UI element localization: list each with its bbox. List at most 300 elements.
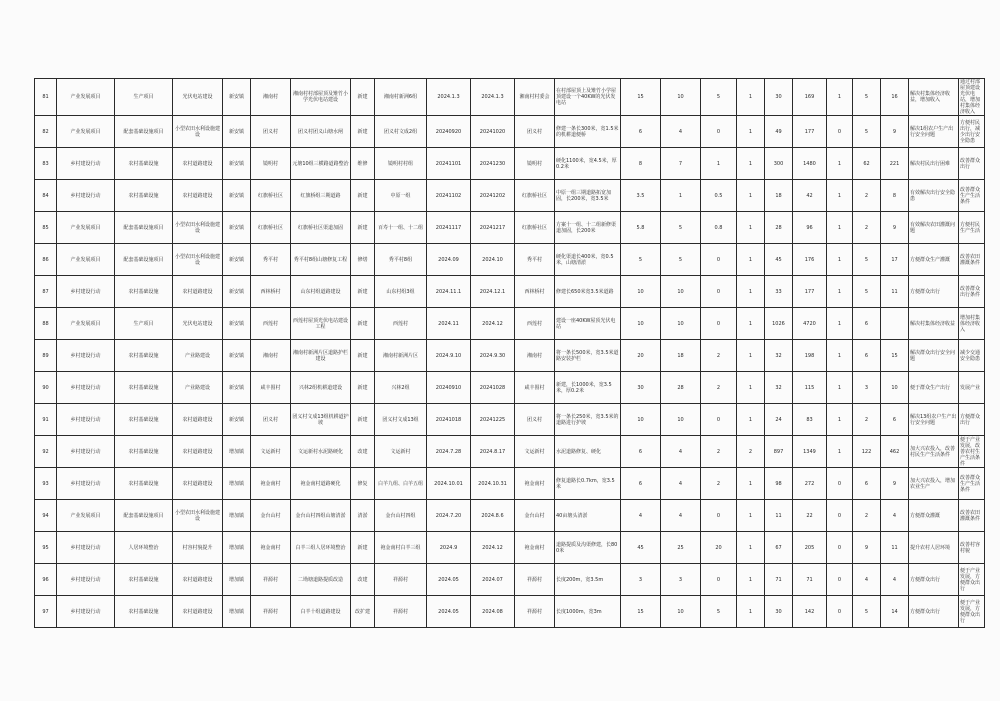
- table-cell: 0: [701, 404, 737, 436]
- table-cell: 新安镇: [223, 276, 251, 308]
- table-cell: 0: [827, 468, 853, 500]
- table-cell: 4: [881, 500, 909, 532]
- table-cell: 红旗桥社区渠道加固: [291, 212, 351, 244]
- table-cell: 金台山村四组山塘清淤: [291, 500, 351, 532]
- table-cell: 祥源村: [515, 564, 555, 596]
- table-cell: 解决13组农户生产出行安全问题: [909, 404, 959, 436]
- table-cell: 湘南村新洲片区道路护栏建设: [291, 340, 351, 372]
- table-cell: 32: [765, 340, 793, 372]
- table-cell: 10: [881, 372, 909, 404]
- table-cell: 袍金南村: [251, 532, 291, 564]
- table-cell: 增加镇: [223, 468, 251, 500]
- table-cell: 2: [853, 500, 881, 532]
- table-cell: 20241101: [427, 148, 471, 180]
- table-cell: 2024.09: [427, 244, 471, 276]
- table-cell: 10: [661, 596, 701, 628]
- table-cell: 配套基础设施项目: [115, 500, 173, 532]
- table-cell: 10: [621, 276, 661, 308]
- table-cell: 生产项目: [115, 79, 173, 116]
- table-cell: 通过村部屋顶建设光伏电站，增加村集体经济收入: [959, 79, 985, 116]
- table-cell: 1: [737, 372, 765, 404]
- table-cell: 减少交通安全隐患: [959, 340, 985, 372]
- table-cell: 20241217: [471, 212, 515, 244]
- table-cell: 2024.10: [471, 244, 515, 276]
- table-cell: 人居环境整治: [115, 532, 173, 564]
- table-cell: 5: [853, 244, 881, 276]
- table-cell: 中原一组三期道路拓宽加固，长200米，宽3.5米: [555, 180, 621, 212]
- table-cell: 8: [621, 148, 661, 180]
- table-cell: 乡村建设行动: [57, 436, 115, 468]
- table-cell: 85: [35, 212, 57, 244]
- table-cell: 3: [853, 372, 881, 404]
- table-cell: 红旗桥组三期道路: [291, 180, 351, 212]
- table-cell: 生产项目: [115, 308, 173, 340]
- table-cell: 62: [853, 148, 881, 180]
- table-cell: 小型农田水利设施建设: [173, 116, 223, 148]
- table-cell: 5: [701, 596, 737, 628]
- table-cell: 97: [35, 596, 57, 628]
- table-cell: 改建: [351, 436, 375, 468]
- table-cell: 长度1000m，宽3m: [555, 596, 621, 628]
- table-cell: 2: [853, 180, 881, 212]
- table-cell: 115: [793, 372, 827, 404]
- table-cell: 秀平村: [515, 244, 555, 276]
- table-cell: 9: [853, 532, 881, 564]
- table-cell: 15: [881, 340, 909, 372]
- table-cell: 1: [701, 148, 737, 180]
- table-cell: 10: [621, 404, 661, 436]
- table-cell: 88: [35, 308, 57, 340]
- table-cell: 4: [881, 564, 909, 596]
- table-cell: 1026: [765, 308, 793, 340]
- table-cell: 乡村建设行动: [57, 468, 115, 500]
- table-cell: 便于产业发展，方便群众出行: [959, 564, 985, 596]
- table-cell: 中原一组: [375, 180, 427, 212]
- table-cell: 农村基础设施: [115, 468, 173, 500]
- table-cell: 农村道路建设: [173, 404, 223, 436]
- table-cell: 改善群众生产生活条件: [959, 180, 985, 212]
- table-cell: 产业发展项目: [57, 500, 115, 532]
- table-cell: 新建: [351, 212, 375, 244]
- table-cell: 在村部屋顶上及雉竹小学屋顶建设一个40KW的光伏发电站: [555, 79, 621, 116]
- table-cell: 湘南村: [251, 79, 291, 116]
- table-cell: 祥源村: [515, 596, 555, 628]
- table-cell: 农村道路建设: [173, 468, 223, 500]
- table-cell: 改扩建: [351, 596, 375, 628]
- table-cell: 10: [661, 308, 701, 340]
- table-row: [35, 276, 985, 308]
- table-cell: 文运新村: [515, 436, 555, 468]
- table-cell: 86: [35, 244, 57, 276]
- table-cell: 1: [827, 404, 853, 436]
- table-cell: 20241028: [471, 372, 515, 404]
- table-cell: 新建: [351, 276, 375, 308]
- table-cell: 0.5: [701, 180, 737, 212]
- table-cell: 2: [737, 436, 765, 468]
- table-cell: 83: [35, 148, 57, 180]
- table-cell: 300: [765, 148, 793, 180]
- table-cell: 0: [701, 564, 737, 596]
- table-row: [35, 436, 985, 468]
- table-cell: 4: [661, 468, 701, 500]
- table-cell: 17: [881, 244, 909, 276]
- table-cell: 20241018: [427, 404, 471, 436]
- table-cell: 产业发展项目: [57, 244, 115, 276]
- table-cell: 产业发展项目: [57, 212, 115, 244]
- table-cell: 祥源村: [251, 596, 291, 628]
- table-cell: 兴林2组机耕道建设: [291, 372, 351, 404]
- table-cell: 1480: [793, 148, 827, 180]
- table-cell: 92: [35, 436, 57, 468]
- table-cell: 33: [765, 276, 793, 308]
- table-cell: 方便群众生产灌溉: [909, 244, 959, 276]
- table-cell: 乡村建设行动: [57, 532, 115, 564]
- table-cell: 5: [853, 596, 881, 628]
- table-cell: 42: [793, 180, 827, 212]
- table-cell: 农村道路建设: [173, 180, 223, 212]
- table-cell: 2024.10.31: [471, 468, 515, 500]
- table-cell: 1: [737, 79, 765, 116]
- table-cell: 道路提质及沟渠修建，长800米: [555, 532, 621, 564]
- table-cell: 71: [765, 564, 793, 596]
- table-cell: 修复道路长0.7km，宽3.5米: [555, 468, 621, 500]
- table-cell: 农村基础设施: [115, 180, 173, 212]
- table-cell: 发展产业: [959, 372, 985, 404]
- table-cell: 西莲村: [251, 308, 291, 340]
- table-cell: 白羊十组道路建设: [291, 596, 351, 628]
- table-cell: 1: [737, 148, 765, 180]
- table-cell: 1: [827, 372, 853, 404]
- table-cell: 81: [35, 79, 57, 116]
- table-cell: 9: [881, 468, 909, 500]
- table-cell: 32: [765, 372, 793, 404]
- table-cell: 20241102: [427, 180, 471, 212]
- table-cell: 增加镇: [223, 500, 251, 532]
- table-cell: 将一条长250米，宽3.5米的道路进行护坡: [555, 404, 621, 436]
- table-cell: [881, 308, 909, 340]
- table-cell: 西莲村: [515, 308, 555, 340]
- table-cell: 2024.12.1: [471, 276, 515, 308]
- table-cell: 30: [621, 372, 661, 404]
- table-cell: 1: [737, 308, 765, 340]
- table-cell: 改善群众出行: [959, 148, 985, 180]
- table-cell: 0: [827, 532, 853, 564]
- table-cell: 袍金南村白羊三组: [375, 532, 427, 564]
- table-cell: 方便群众出行: [909, 596, 959, 628]
- table-cell: 清淤: [351, 500, 375, 532]
- table-cell: 农村基础设施: [115, 596, 173, 628]
- table-cell: 金台山村: [515, 500, 555, 532]
- table-cell: 83: [793, 404, 827, 436]
- table-cell: 45: [765, 244, 793, 276]
- table-cell: 袍金南村: [515, 532, 555, 564]
- table-cell: 维修: [351, 148, 375, 180]
- table-cell: 4: [853, 564, 881, 596]
- table-cell: 农村基础设施: [115, 436, 173, 468]
- table-cell: 团义村文成2组: [375, 116, 427, 148]
- table-cell: 6: [621, 436, 661, 468]
- table-cell: 0: [827, 116, 853, 148]
- table-cell: 7: [661, 148, 701, 180]
- table-cell: 新建: [351, 308, 375, 340]
- table-cell: 20241202: [471, 180, 515, 212]
- table-cell: 改善村容村貌: [959, 532, 985, 564]
- table-cell: 1: [661, 180, 701, 212]
- table-cell: 71: [793, 564, 827, 596]
- table-cell: 0: [701, 116, 737, 148]
- table-cell: 秀平村8组: [375, 244, 427, 276]
- table-cell: 团义村: [251, 116, 291, 148]
- table-row: [35, 148, 985, 180]
- table-cell: 产业发展项目: [57, 79, 115, 116]
- table-cell: 乡村建设行动: [57, 148, 115, 180]
- table-cell: 2: [701, 436, 737, 468]
- table-cell: 袍金南村: [515, 468, 555, 500]
- table-cell: 11: [881, 276, 909, 308]
- table-cell: 1: [737, 244, 765, 276]
- table-cell: 农村基础设施: [115, 276, 173, 308]
- table-cell: 10: [661, 79, 701, 116]
- table-cell: 5: [853, 276, 881, 308]
- table-row: [35, 532, 985, 564]
- table-cell: 乡村建设行动: [57, 596, 115, 628]
- table-cell: 建设一座40KW屋顶光伏电站: [555, 308, 621, 340]
- table-cell: 10: [661, 404, 701, 436]
- table-row: [35, 212, 985, 244]
- table-cell: 8: [881, 180, 909, 212]
- table-cell: 2: [701, 468, 737, 500]
- table-cell: 11: [765, 500, 793, 532]
- table-cell: 秀平村8组山塘修复工程: [291, 244, 351, 276]
- table-cell: 11: [881, 532, 909, 564]
- table-cell: 方便群众灌溉: [909, 500, 959, 532]
- table-cell: 40亩塘头清淤: [555, 500, 621, 532]
- table-cell: 便于产业发展，改善农村生产生活条件: [959, 436, 985, 468]
- table-cell: 产业发展项目: [57, 116, 115, 148]
- table-cell: 1349: [793, 436, 827, 468]
- table-cell: 解决群众出行安全问题: [909, 340, 959, 372]
- table-cell: 1: [827, 148, 853, 180]
- table-cell: 白羊三组人居环境整治: [291, 532, 351, 564]
- table-cell: 5: [853, 79, 881, 116]
- table-cell: 20241020: [471, 116, 515, 148]
- table-cell: 20: [621, 340, 661, 372]
- table-cell: 乡村建设行动: [57, 404, 115, 436]
- table-cell: 4: [661, 116, 701, 148]
- table-cell: 89: [35, 340, 57, 372]
- table-cell: 乡村建设行动: [57, 180, 115, 212]
- table-cell: 2024.05: [427, 564, 471, 596]
- table-cell: 3: [621, 564, 661, 596]
- table-cell: 团义村: [251, 404, 291, 436]
- table-cell: 产业路建设: [173, 340, 223, 372]
- table-cell: 1: [827, 180, 853, 212]
- table-cell: 1: [737, 116, 765, 148]
- table-cell: 解决村集体经济收益，增加收入: [909, 79, 959, 116]
- table-cell: 修建一条长300米，宽1.5米的机耕道便桥: [555, 116, 621, 148]
- table-cell: 山东村组道路建设: [291, 276, 351, 308]
- table-cell: 96: [793, 212, 827, 244]
- table-cell: 乡村建设行动: [57, 276, 115, 308]
- table-cell: 2024.8.6: [471, 500, 515, 532]
- table-cell: 20241225: [471, 404, 515, 436]
- table-cell: 团义村文成13组: [375, 404, 427, 436]
- table-cell: 方便群众出行: [909, 564, 959, 596]
- table-cell: 0: [827, 564, 853, 596]
- table-cell: 2: [853, 404, 881, 436]
- table-cell: 142: [793, 596, 827, 628]
- table-cell: 93: [35, 468, 57, 500]
- table-cell: 新安镇: [223, 148, 251, 180]
- table-row: [35, 372, 985, 404]
- table-row: [35, 468, 985, 500]
- table-cell: 1: [827, 276, 853, 308]
- table-cell: 87: [35, 276, 57, 308]
- table-cell: 462: [881, 436, 909, 468]
- table-cell: 新安镇: [223, 340, 251, 372]
- table-cell: 湘南村: [251, 340, 291, 372]
- table-cell: 5: [853, 116, 881, 148]
- table-row: [35, 500, 985, 532]
- table-cell: 9: [881, 116, 909, 148]
- table-cell: 红旗桥社区: [515, 180, 555, 212]
- table-cell: 20241117: [427, 212, 471, 244]
- table-cell: 增加村集体经济收入: [959, 308, 985, 340]
- table-cell: 新安镇: [223, 372, 251, 404]
- table-cell: 67: [765, 532, 793, 564]
- table-cell: 2024.11: [427, 308, 471, 340]
- table-cell: 元塘10组三横路道路整治: [291, 148, 351, 180]
- table-cell: 文运新村水泥路硬化: [291, 436, 351, 468]
- table-cell: 山东村组3组: [375, 276, 427, 308]
- table-cell: 解决村集体经济收益: [909, 308, 959, 340]
- table-cell: 祥源村: [375, 596, 427, 628]
- table-cell: 198: [793, 340, 827, 372]
- table-cell: 祥源村: [251, 564, 291, 596]
- table-row: [35, 180, 985, 212]
- table-cell: 硬化1100米，宽4.5米，厚0.2米: [555, 148, 621, 180]
- table-cell: 28: [765, 212, 793, 244]
- table-cell: 小型农田水利设施建设: [173, 212, 223, 244]
- table-cell: 新安镇: [223, 180, 251, 212]
- table-cell: 团义村: [515, 404, 555, 436]
- table-cell: 4: [661, 436, 701, 468]
- table-cell: 3: [661, 564, 701, 596]
- table-cell: 82: [35, 116, 57, 148]
- table-cell: 1: [737, 180, 765, 212]
- table-cell: 1: [737, 532, 765, 564]
- table-cell: 2024.8.17: [471, 436, 515, 468]
- table-cell: 90: [35, 372, 57, 404]
- table-cell: 新建: [351, 532, 375, 564]
- table-cell: 6: [853, 468, 881, 500]
- table-cell: 方便村民生产生活: [959, 212, 985, 244]
- table-cell: 2024.7.20: [427, 500, 471, 532]
- project-table-sheet: [34, 78, 981, 624]
- table-row: [35, 596, 985, 628]
- table-cell: 咸丰围村: [251, 372, 291, 404]
- table-cell: 方便群众出行: [909, 276, 959, 308]
- table-cell: 122: [853, 436, 881, 468]
- table-cell: 新安镇: [223, 404, 251, 436]
- table-cell: 新安镇: [223, 244, 251, 276]
- table-cell: 农村基础设施: [115, 372, 173, 404]
- table-cell: 272: [793, 468, 827, 500]
- table-cell: 湘南村: [515, 340, 555, 372]
- table-cell: 改建: [351, 564, 375, 596]
- table-cell: 28: [661, 372, 701, 404]
- table-cell: 0: [701, 500, 737, 532]
- table-cell: 加大兴农投入，改善村民生产生活条件: [909, 436, 959, 468]
- table-cell: 新安镇: [223, 308, 251, 340]
- table-cell: 5: [621, 244, 661, 276]
- table-cell: 改善群众生产生活条件: [959, 468, 985, 500]
- table-cell: 改善农田灌溉条件: [959, 244, 985, 276]
- table-cell: 农村基础设施: [115, 148, 173, 180]
- table-cell: 84: [35, 180, 57, 212]
- table-cell: 2024.9.10: [427, 340, 471, 372]
- table-row: [35, 564, 985, 596]
- table-cell: 0: [701, 244, 737, 276]
- table-cell: 176: [793, 244, 827, 276]
- table-cell: 20: [701, 532, 737, 564]
- table-cell: 95: [35, 532, 57, 564]
- table-cell: 2024.1.3: [471, 79, 515, 116]
- table-cell: 91: [35, 404, 57, 436]
- table-cell: 新安镇: [223, 212, 251, 244]
- table-cell: 新建: [351, 79, 375, 116]
- project-table: [34, 78, 985, 628]
- table-cell: 配套基础设施项目: [115, 116, 173, 148]
- table-cell: 团义村团义山塘水闸: [291, 116, 351, 148]
- table-cell: 咸丰围村: [515, 372, 555, 404]
- table-cell: 1: [827, 79, 853, 116]
- table-cell: 金台山村: [251, 500, 291, 532]
- table-cell: 6: [853, 340, 881, 372]
- table-cell: 20240910: [427, 372, 471, 404]
- table-cell: 团义村: [515, 116, 555, 148]
- table-cell: 湘南村新洲片区: [375, 340, 427, 372]
- table-cell: 897: [765, 436, 793, 468]
- table-cell: 1: [737, 564, 765, 596]
- table-cell: 有效解决出行安全隐患: [909, 180, 959, 212]
- table-cell: 2024.07: [471, 564, 515, 596]
- table-cell: 1: [827, 340, 853, 372]
- table-cell: 0: [701, 308, 737, 340]
- table-cell: 西莲村: [375, 308, 427, 340]
- table-cell: 新安镇: [223, 116, 251, 148]
- table-cell: 小型农田水利设施建设: [173, 244, 223, 276]
- table-cell: 4: [661, 500, 701, 532]
- table-cell: 2: [701, 340, 737, 372]
- table-cell: 2024.11.1: [427, 276, 471, 308]
- table-cell: 10: [661, 276, 701, 308]
- table-cell: 30: [765, 596, 793, 628]
- table-cell: 金台山村四组: [375, 500, 427, 532]
- table-cell: 硬化渠道长400米，宽0.5米，山塘清淤: [555, 244, 621, 276]
- table-cell: 方案十一组、十二组新修渠道加固，长200米: [555, 212, 621, 244]
- table-cell: 方便群众出行: [959, 404, 985, 436]
- table-cell: 光伏电站建设: [173, 308, 223, 340]
- table-cell: 水泥道路修复、硬化: [555, 436, 621, 468]
- table-cell: 2024.9: [427, 532, 471, 564]
- table-cell: 西林桥村: [515, 276, 555, 308]
- table-cell: 0: [827, 500, 853, 532]
- table-cell: 红旗桥社区: [515, 212, 555, 244]
- table-cell: 农村基础设施: [115, 564, 173, 596]
- table-cell: 25: [661, 532, 701, 564]
- table-cell: 1: [737, 276, 765, 308]
